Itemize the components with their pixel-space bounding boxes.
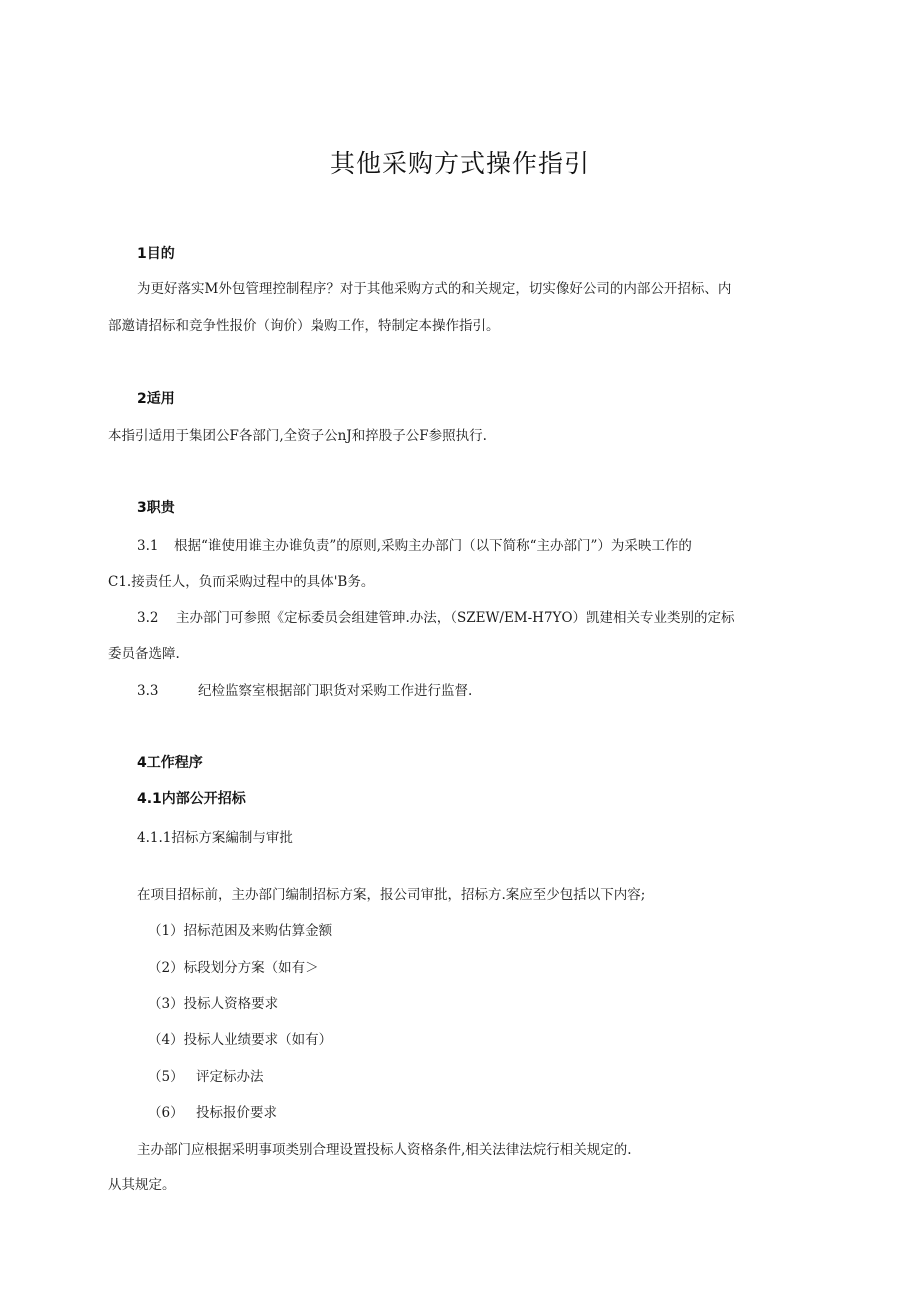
list-item-text: 投标人业绩要求（如有）	[183, 1032, 333, 1048]
list-item	[148, 956, 319, 976]
paragraph-line: 从其规定。	[108, 1177, 176, 1193]
list-item-text: 投标人资格要求	[183, 996, 279, 1012]
list-item	[148, 1065, 264, 1085]
paragraph-line: 部邀请招标和竞争性报价（询价）枭购工作，特制定本操作指引。	[108, 318, 500, 334]
section-heading-procedure: 4工作程序	[137, 755, 203, 771]
clause-text: 主办部门可参照《定标委员会组建管珅.办法，（SZEW/EM-H7YO）凯建相关专业类别的定标	[176, 610, 735, 626]
list-item	[148, 1101, 277, 1121]
list-item-number: （5）	[148, 1069, 184, 1085]
paragraph-line: 主办部门应根据采明事项类别合理设置投标人资格条件,相关法律法烷行相关规定的.	[137, 1142, 632, 1158]
clause-number: 3.3	[137, 683, 159, 699]
clause-number: 3.2	[137, 610, 159, 626]
section-heading-scope: 2适用	[137, 391, 175, 407]
clause-line	[137, 606, 735, 626]
list-item-text: 标段划分方案（如有＞	[183, 960, 319, 976]
section-heading-purpose: 1目的	[137, 246, 175, 262]
list-item-number: （3）	[148, 996, 184, 1012]
list-item	[148, 919, 332, 939]
list-item-text: 投标报价要求	[196, 1105, 277, 1121]
clause-line	[137, 679, 472, 699]
clause-number: 3.1	[137, 538, 159, 554]
list-item	[148, 992, 278, 1012]
page-title: 其他采购方式操作指引	[329, 149, 590, 178]
list-item-text: 招标范困及来购估算金额	[183, 923, 333, 939]
clause-text: 根据“谁使用谁主办谁负责”的原则,采购主办部门（以下简称“主办部门”）为采映工作的	[174, 538, 692, 554]
paragraph-line: 本指引适用于集团公F各部门,全资子公nJ和捽股子公F参照执行.	[108, 428, 487, 444]
clause-line: 委员备选障.	[108, 646, 180, 662]
list-item-number: （2）	[148, 960, 184, 976]
clause-line	[137, 534, 692, 554]
subsection-heading: 4.1内部公开招标	[137, 791, 246, 807]
paragraph-line: 在项目招标前，主办部门编制招标方案，报公司审批，招标方.案应至少包括以下内容;	[137, 887, 646, 903]
list-item	[148, 1028, 332, 1048]
clause-line: C1.接责任人，负而采购过程中的具体'B务。	[108, 574, 375, 590]
section-heading-responsibilities: 3职贵	[137, 500, 175, 516]
list-item-number: （6）	[148, 1105, 184, 1121]
list-item-text: 评定标办法	[196, 1069, 264, 1085]
clause-text: 纪检监察室根据部门职货对采购工作进行监督.	[198, 683, 473, 699]
list-item-number: （4）	[148, 1032, 184, 1048]
list-item-number: （1）	[148, 923, 184, 939]
subsubsection-heading: 4.1.1招标方案編制与审批	[137, 830, 293, 846]
paragraph-line: 为更好落实M外包管理控制程序？对于其他采购方式的和关规定，切实像好公司的内部公开招标、内	[137, 281, 732, 297]
